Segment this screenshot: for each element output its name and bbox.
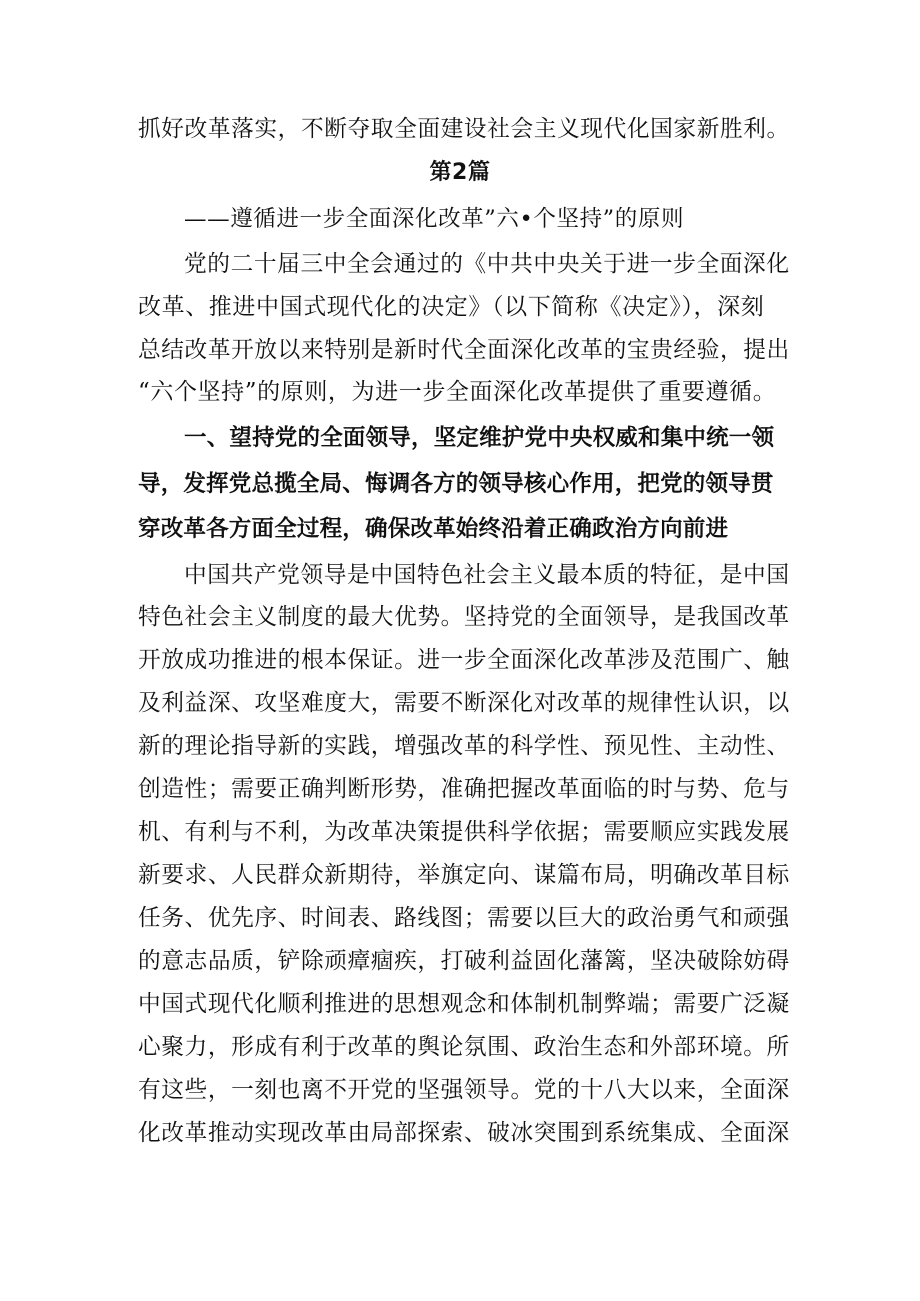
body-line: 的意志品质，铲除顽瘴痼疾，打破利益固化藩篱，坚决破除妨碍 [138,948,790,974]
body-line: 化改革推动实现改革由局部探索、破冰突围到系统集成、全面深 [138,1120,790,1146]
intro-line: 改革、推进中国式现代化的决定》（以下简称《决定》），深刻 [138,294,765,320]
body-line: 特色社会主义制度的最大优势。坚持党的全面领导，是我国改革 [138,604,790,630]
intro-line: 党的二十届三中全会通过的《中共中央关于进一步全面深化 [184,251,790,277]
body-line: 及利益深、攻坚难度大，需要不断深化对改革的规律性认识，以 [138,690,790,716]
body-line: 任务、优先序、时间表、路线图；需要以巨大的政治勇气和顽强 [138,905,790,931]
body-line: 中国共产党领导是中国特色社会主义最本质的特征，是中国 [184,562,790,588]
intro-line: “六个坚持”的原则，为进一步全面深化改革提供了重要遵循。 [138,379,777,405]
heading-line: 导，发挥党总揽全局、悔调各方的领导核心作用，把党的领导贯 [138,471,774,497]
body-line: 中国式现代化顺利推进的思想观念和体制机制弊端；需要广泛凝 [138,991,790,1017]
section-subtitle: ——遵循进一步全面深化改革”六•个坚持”的原则 [184,206,685,232]
body-line: 心聚力，形成有利于改革的舆论氛围、政治生态和外部环境。所 [138,1034,790,1060]
body-line: 创造性；需要正确判断形势，准确把握改革面临的时与势、危与 [138,776,790,802]
section-title: 第2篇 [429,160,491,185]
body-line: 机、有利与不利，为改革决策提供科学依据；需要顺应实践发展 [138,819,790,845]
body-line: 开放成功推进的根本保证。进一步全面深化改革涉及范围广、触 [138,647,790,673]
body-line: 新要求、人民群众新期待，举旗定向、谋篇布局，明确改革目标 [138,862,790,888]
heading-line: 一、望持党的全面领导，坚定维护党中央权威和集中统一领 [184,425,775,451]
heading-line: 穿改革各方面全过程，确保改革始终沿着正确政治方向前进 [138,516,729,542]
intro-line: 总结改革开放以来特别是新时代全面深化改革的宝贵经验，提出 [138,337,790,363]
body-line: 新的理论指导新的实践，增强改革的科学性、预见性、主动性、 [138,733,790,759]
previous-section-tail: 抓好改革落实，不断夺取全面建设社会主义现代化国家新胜利。 [138,116,790,142]
body-line: 有这些，一刻也离不开党的坚强领导。党的十八大以来，全面深 [138,1077,790,1103]
